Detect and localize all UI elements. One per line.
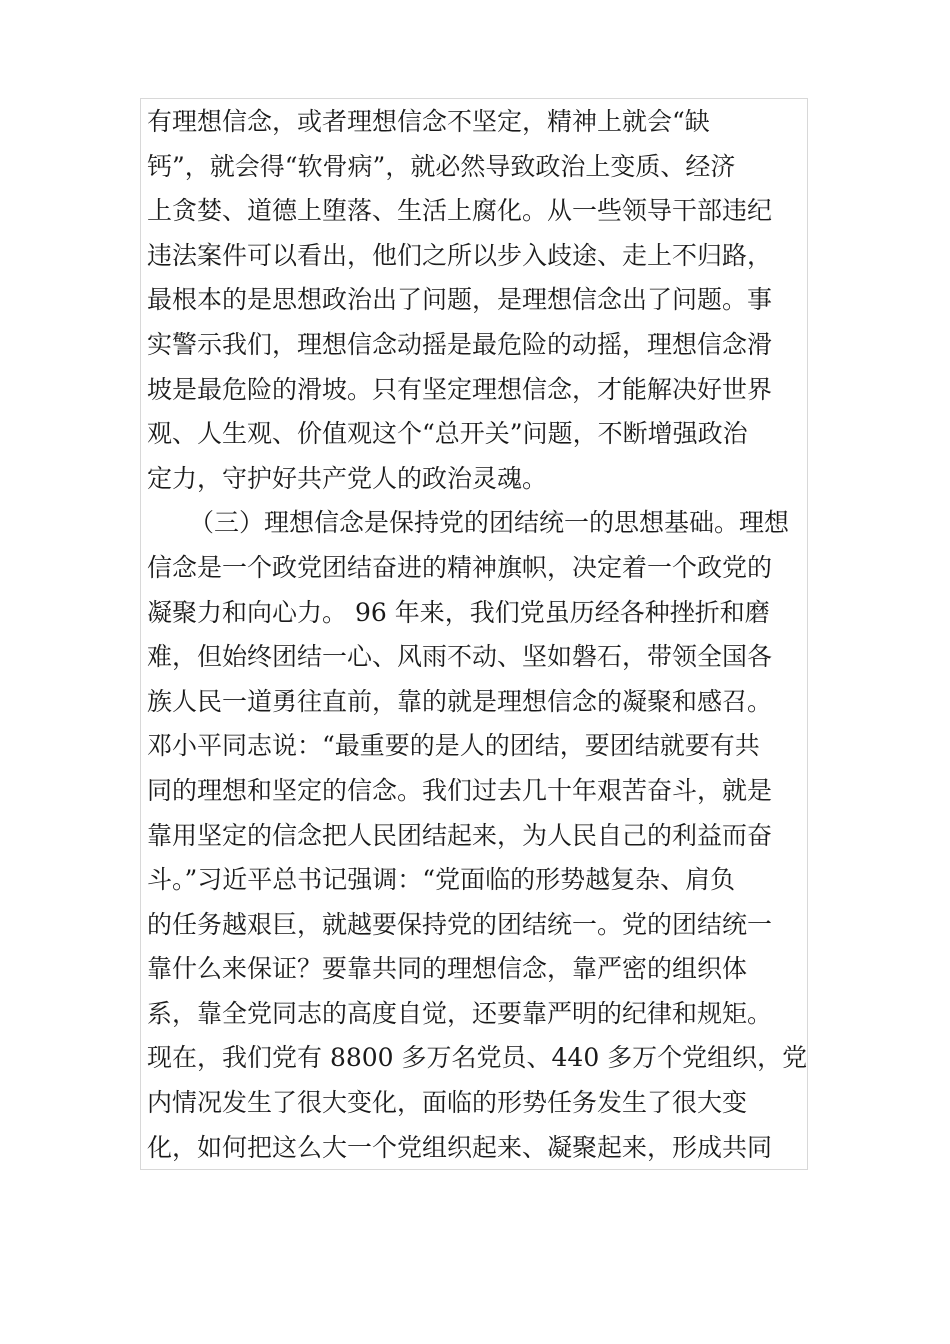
- text-line: 现在，我们党有 8800 多万名党员、440 多万个党组织，党: [147, 1043, 808, 1073]
- text-line: 邓小平同志说：“最重要的是人的团结，要团结就要有共: [147, 731, 760, 761]
- text-line: 上贪婪、道德上堕落、生活上腐化。从一些领导干部违纪: [147, 196, 773, 226]
- text-line: 钙”，就会得“软骨病”，就必然导致政治上变质、经济: [147, 151, 736, 181]
- text-line: 定力，守护好共产党人的政治灵魂。: [147, 463, 548, 493]
- text-line: 同的理想和坚定的信念。我们过去几十年艰苦奋斗，就是: [147, 775, 773, 805]
- text-line: 靠什么来保证？要靠共同的理想信念，靠严密的组织体: [147, 954, 748, 984]
- text-line: 有理想信念，或者理想信念不坚定，精神上就会“缺: [147, 107, 710, 136]
- text-line: 坡是最危险的滑坡。只有坚定理想信念，才能解决好世界: [147, 374, 773, 404]
- text-line: 族人民一道勇往直前，靠的就是理想信念的凝聚和感召。: [147, 686, 773, 716]
- text-line: 的任务越艰巨，就越要保持党的团结统一。党的团结统一: [147, 909, 773, 939]
- text-line: 斗。”习近平总书记强调：“党面临的形势越复杂、肩负: [147, 865, 736, 895]
- text-line: 难，但始终团结一心、风雨不动、坚如磐石，带领全国各: [147, 642, 773, 672]
- text-line: 最根本的是思想政治出了问题，是理想信念出了问题。事: [147, 285, 773, 315]
- text-line: 化，如何把这么大一个党组织起来、凝聚起来，形成共同: [147, 1132, 773, 1162]
- text-line: 靠用坚定的信念把人民团结起来，为人民自己的利益而奋: [147, 820, 773, 850]
- text-line: 实警示我们，理想信念动摇是最危险的动摇，理想信念滑: [147, 329, 773, 359]
- body-text: [147, 100, 807, 1170]
- section-heading-line: （三）理想信念是保持党的团结统一的思想基础。理想: [189, 508, 790, 538]
- text-line: 系，靠全党同志的高度自觉，还要靠严明的纪律和规矩。: [147, 998, 773, 1028]
- text-line: 信念是一个政党团结奋进的精神旗帜，决定着一个政党的: [147, 552, 773, 582]
- text-line: 内情况发生了很大变化，面临的形势任务发生了很大变: [147, 1088, 748, 1118]
- text-line: 违法案件可以看出，他们之所以步入歧途、走上不归路，: [147, 240, 773, 270]
- text-line: 观、人生观、价值观这个“总开关”问题，不断增强政治: [147, 419, 748, 449]
- text-line: 凝聚力和向心力。 96 年来，我们党虽历经各种挫折和磨: [147, 597, 770, 627]
